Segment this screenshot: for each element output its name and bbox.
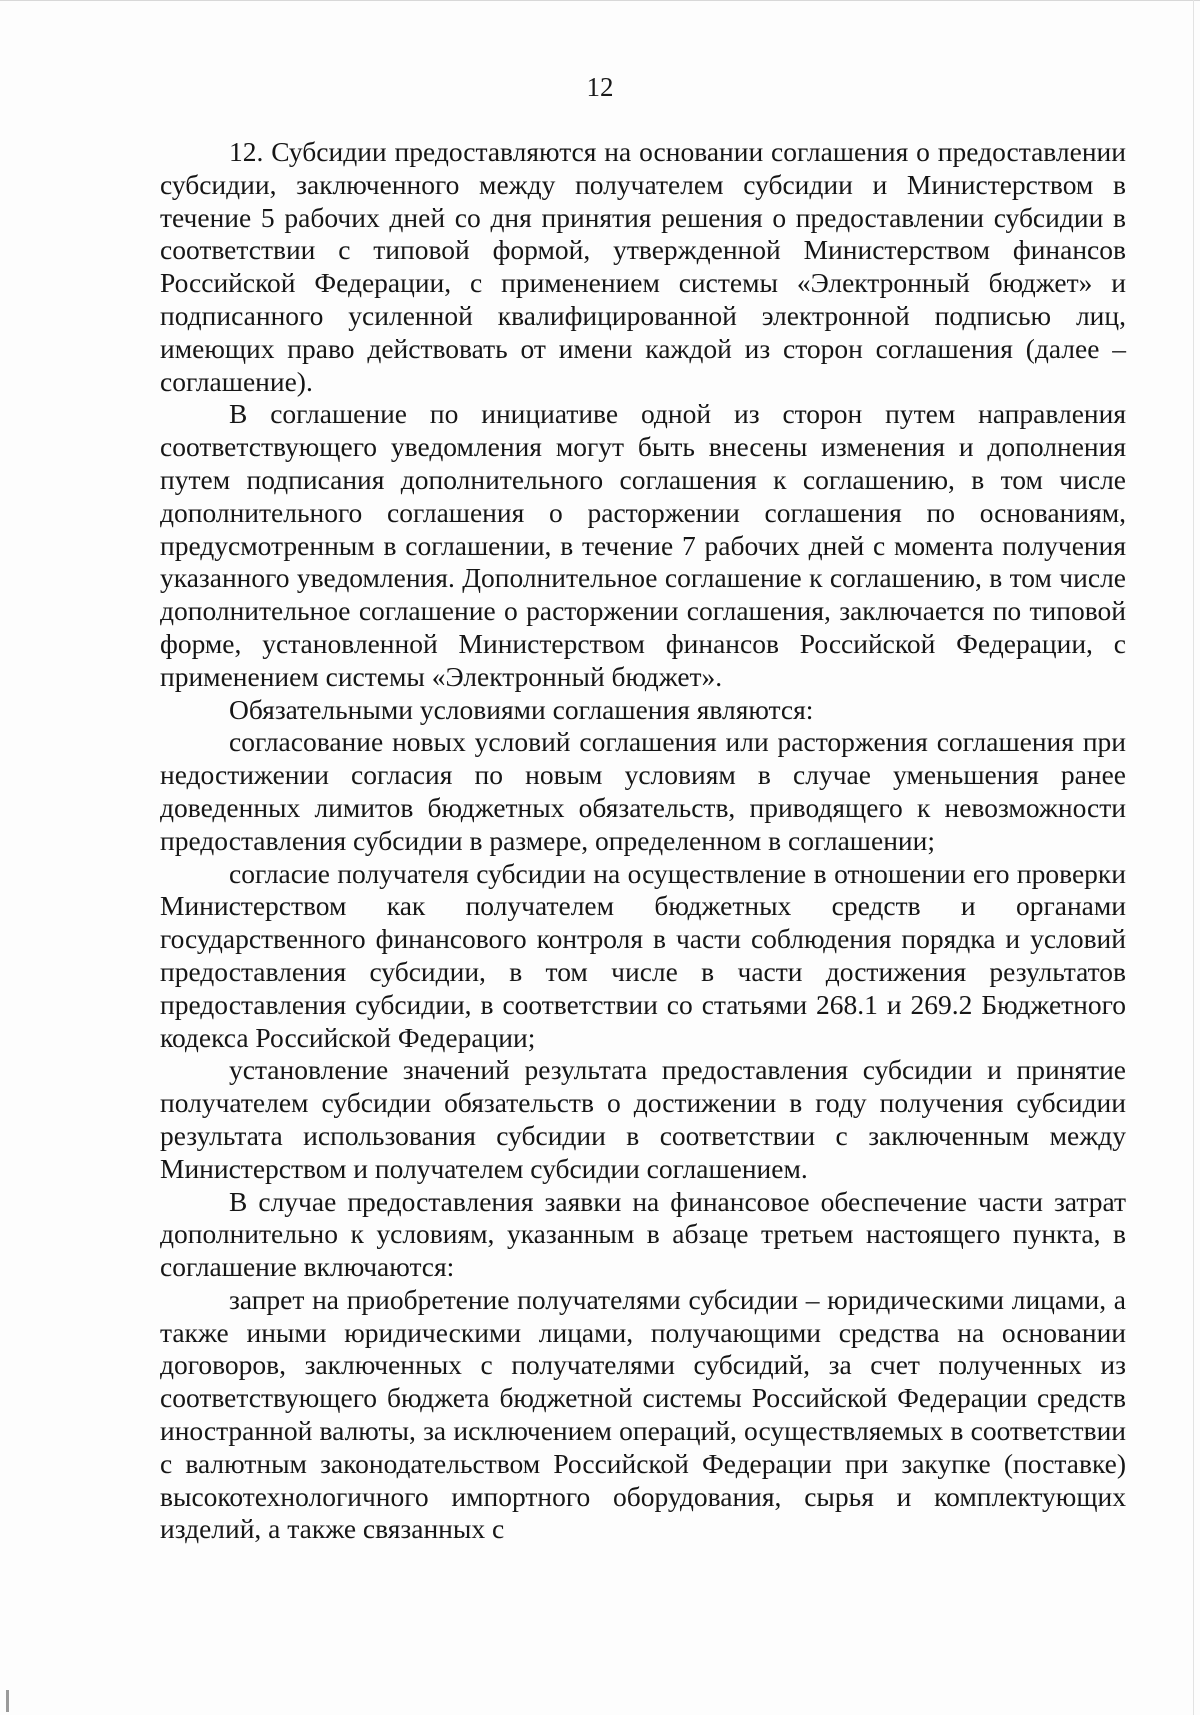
scan-artifact-bottom-left [6,1690,9,1712]
paragraph-financial-support-application: В случае предоставления заявки на финансовое обеспечение части затрат дополнительно к условиям, указанным в абзаце третьем настоящего пункта, в соглашение включаются: [160,1185,1126,1283]
paragraph-mandatory-conditions-heading: Обязательными условиями соглашения являются: [229,693,814,725]
page-number: 12 [586,72,614,102]
scan-artifact-right [1193,0,1194,1715]
document-body [160,136,1126,1546]
scan-artifact-top [0,0,1200,1]
paragraph-agreement-amendments: В соглашение по инициативе одной из сторон путем направления соответствующего уведомления могут быть внесены изменения и дополнения путем подписания дополнительного соглашения к соглашению, в том числе дополнительного соглашения о расторжении соглашения по основаниям, предусмотренным в соглашении, в течение 7 рабочих дней с момента получения указанного уведомления. Дополнительное соглашение к соглашению, в том числе дополнительное соглашение о расторжении соглашения, заключается по типовой форме, установленной Министерством финансов Российской Федерации, с применением системы «Электронный бюджет». [160,398,1126,692]
paragraph-foreign-currency-ban: запрет на приобретение получателями субсидии – юридическими лицами, а также иными юридическими лицами, получающими средства на основании договоров, заключенных с получателями субсидий, за счет полученных из соответствующего бюджета бюджетной системы Российской Федерации средств иностранной валюты, за исключением операций, осуществляемых в соответствии с валютным законодательством Российской Федерации при закупке (поставке) высокотехнологичного импортного оборудования, сырья и комплектующих изделий, а также связанных с [160,1283,1126,1545]
paragraph-subsidy-agreement: 12. Субсидии предоставляются на основании соглашения о предоставлении субсидии, заключенного между получателем субсидии и Министерством в течение 5 рабочих дней со дня принятия решения о предоставлении субсидии в соответствии с типовой формой, утвержденной Министерством финансов Российской Федерации, с применением системы «Электронный бюджет» и подписанного усиленной квалифицированной электронной подписью лиц, имеющих право действовать от имени каждой из сторон соглашения (далее – соглашение). [160,136,1126,397]
paragraph-inspection-consent: согласие получателя субсидии на осуществление в отношении его проверки Министерством как получателем бюджетных средств и органами государственного финансового контроля в части соблюдения порядка и условий предоставления субсидии, в том числе в части достижения результатов предоставления субсидии, в соответствии со статьями 268.1 и 269.2 Бюджетного кодекса Российской Федерации; [160,857,1126,1053]
paragraph-new-conditions-approval: согласование новых условий соглашения или расторжения соглашения при недостижении согласия по новым условиям в случае уменьшения ранее доведенных лимитов бюджетных обязательств, приводящего к невозможности предоставления субсидии в размере, определенном в соглашении; [160,726,1126,856]
paragraph-result-values: установление значений результата предоставления субсидии и принятие получателем субсидии обязательств о достижении в году получения субсидии результата использования субсидии в соответствии с заключенным между Министерством и получателем субсидии соглашением. [160,1054,1126,1184]
